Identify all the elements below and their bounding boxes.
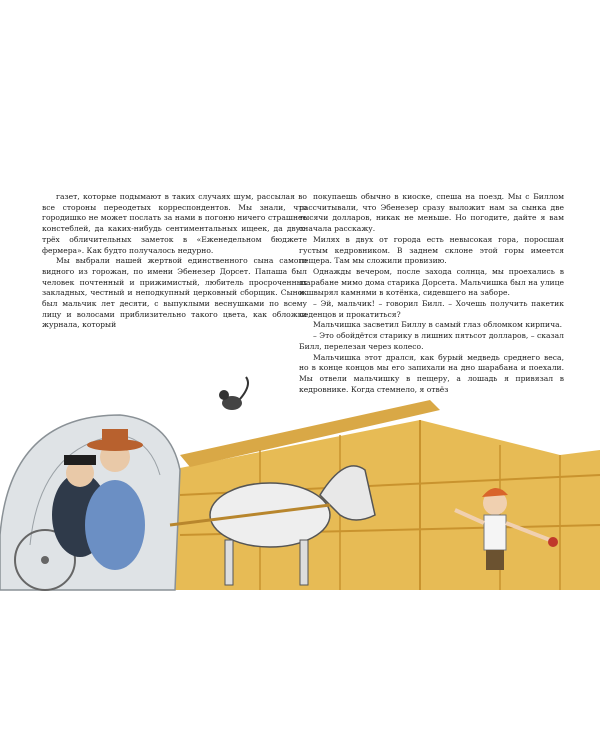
paragraph: – Это обойдётся старику в лишних пятьсот долларов, – сказал Билл, перелезая через колесо. — [299, 331, 564, 351]
paragraph: покупаешь обычно в киоске, спеша на поезд. Мы с Биллом рассчитывали, что Эбенезер сразу выложит нам за сынка две тысячи долларов, никак не меньше. Но погодите, дайте я вам сначала расскажу. — [299, 192, 564, 234]
paragraph: Мальчишка засветил Биллу в самый глаз обломком кирпича. — [313, 320, 563, 330]
paragraph: Милях в двух от города есть невысокая гора, поросшая густым кедровником. В заднем склоне этой горы имеется пещера. Там мы сложили провизию. — [299, 234, 564, 266]
paragraph: Однажды вечером, после захода солнца, мы проехались в шарабане мимо дома старика Дорсета. Мальчишка был на улице и швырял камнями в котёнка, сидевшего на заборе. — [299, 266, 564, 298]
paragraph: Мальчишка этот дрался, как бурый медведь среднего веса, но в конце концов мы его запихали на дно шарабана и поехали. Мы отвели мальчишку в пещеру, а лошадь я привязал в кедровнике. Когда стемнело, я отвёз — [299, 352, 564, 394]
right-text-column — [299, 192, 564, 395]
paragraph: газет, которые подымают в таких случаях шум, рассылая во все стороны переодетых корреспондентов. Мы знали, что городишко не может послать за нами в погоню ничего страшнее констеблей, да каких-нибудь сентиментальных ищеек, да двух-трёх обличительных заметок в «Еженедельном бюджете фермера». Как будто получалось недурно. — [42, 192, 307, 255]
paragraph: Мы выбрали нашей жертвой единственного сына самого видного из горожан, по имени Эбенезер Дорсет. Папаша был человек почтенный и прижимистый, любитель просроченных закладных, честный и неподкупный церковный сборщик. Сынок был мальчик лет десяти, с выпуклыми веснушками по всему лицу и волосами приблизительно такого цвета, как обложка журнала, который — [42, 256, 307, 330]
wagon-horse-boy-illustration — [0, 375, 600, 595]
left-text-column — [42, 192, 307, 331]
cat-figure — [219, 377, 248, 410]
paragraph: – Эй, мальчик! – говорил Билл. – Хочешь получить пакетик леденцов и прокатиться? — [299, 299, 564, 319]
